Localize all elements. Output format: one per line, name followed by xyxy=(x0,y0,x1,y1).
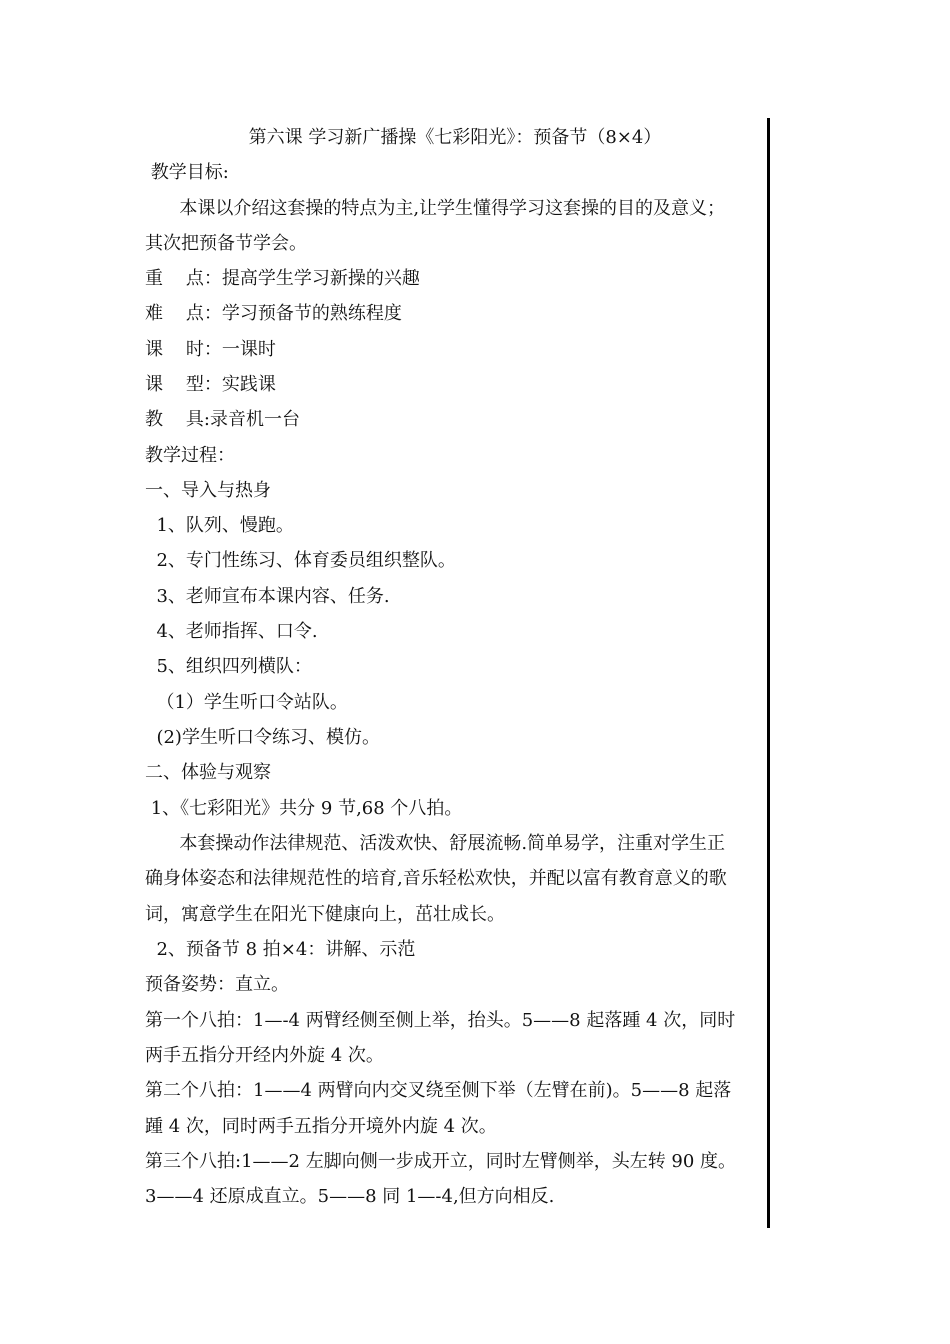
page-title: 第六课 学习新广播操《七彩阳光》：预备节（8×4） xyxy=(248,127,662,148)
text-line: 两手五指分开经内外旋 4 次。 xyxy=(145,1045,384,1066)
text-line: 踵 4 次，同时两手五指分开境外内旋 4 次。 xyxy=(145,1116,497,1137)
text-line: 课 型：实践课 xyxy=(145,374,276,395)
text-line: 1、《七彩阳光》共分 9 节,68 个八拍。 xyxy=(145,798,463,819)
text-line: （1）学生听口令站队。 xyxy=(145,692,348,713)
text-line: 2、预备节 8 拍×4：讲解、示范 xyxy=(145,939,416,960)
text-line: 重 点：提高学生学习新操的兴趣 xyxy=(145,268,420,289)
text-line: 二、体验与观察 xyxy=(145,762,271,783)
right-margin-rule xyxy=(767,118,770,1228)
text-line: 一、导入与热身 xyxy=(145,480,271,501)
text-line: 教 具:录音机一台 xyxy=(145,409,300,430)
text-line: 2、专门性练习、体育委员组织整队。 xyxy=(145,550,456,571)
text-line: (2)学生听口令练习、模仿。 xyxy=(145,727,380,748)
text-line: 预备姿势：直立。 xyxy=(145,974,289,995)
text-line: 其次把预备节学会。 xyxy=(145,233,307,254)
text-line: 第二个八拍：1——4 两臂向内交叉绕至侧下举（左臂在前)。5——8 起落 xyxy=(145,1080,732,1101)
text-line: 3——4 还原成直立。5——8 同 1—-4,但方向相反. xyxy=(145,1186,555,1207)
text-line: 5、组织四列横队： xyxy=(145,656,312,677)
text-line: 确身体姿态和法律规范性的培育,音乐轻松欢快，并配以富有教育意义的歌 xyxy=(145,868,727,889)
text-line: 本套操动作法律规范、活泼欢快、舒展流畅.简单易学，注重对学生正 xyxy=(145,833,726,854)
text-line: 第三个八拍:1——2 左脚向侧一步成开立，同时左臂侧举，头左转 90 度。 xyxy=(145,1151,737,1172)
text-line: 词，寓意学生在阳光下健康向上，茁壮成长。 xyxy=(145,904,505,925)
text-line: 难 点：学习预备节的熟练程度 xyxy=(145,303,402,324)
text-line: 第一个八拍：1—-4 两臂经侧至侧上举，抬头。5——8 起落踵 4 次，同时 xyxy=(145,1010,736,1031)
text-line: 教学过程： xyxy=(145,445,235,466)
text-line: 课 时：一课时 xyxy=(145,339,276,360)
text-line: 1、队列、慢跑。 xyxy=(145,515,294,536)
text-line: 教学目标: xyxy=(145,162,229,183)
text-line: 4、老师指挥、口令. xyxy=(145,621,318,642)
text-line: 本课以介绍这套操的特点为主,让学生懂得学习这套操的目的及意义； xyxy=(145,198,726,219)
text-line: 3、老师宣布本课内容、任务. xyxy=(145,586,390,607)
